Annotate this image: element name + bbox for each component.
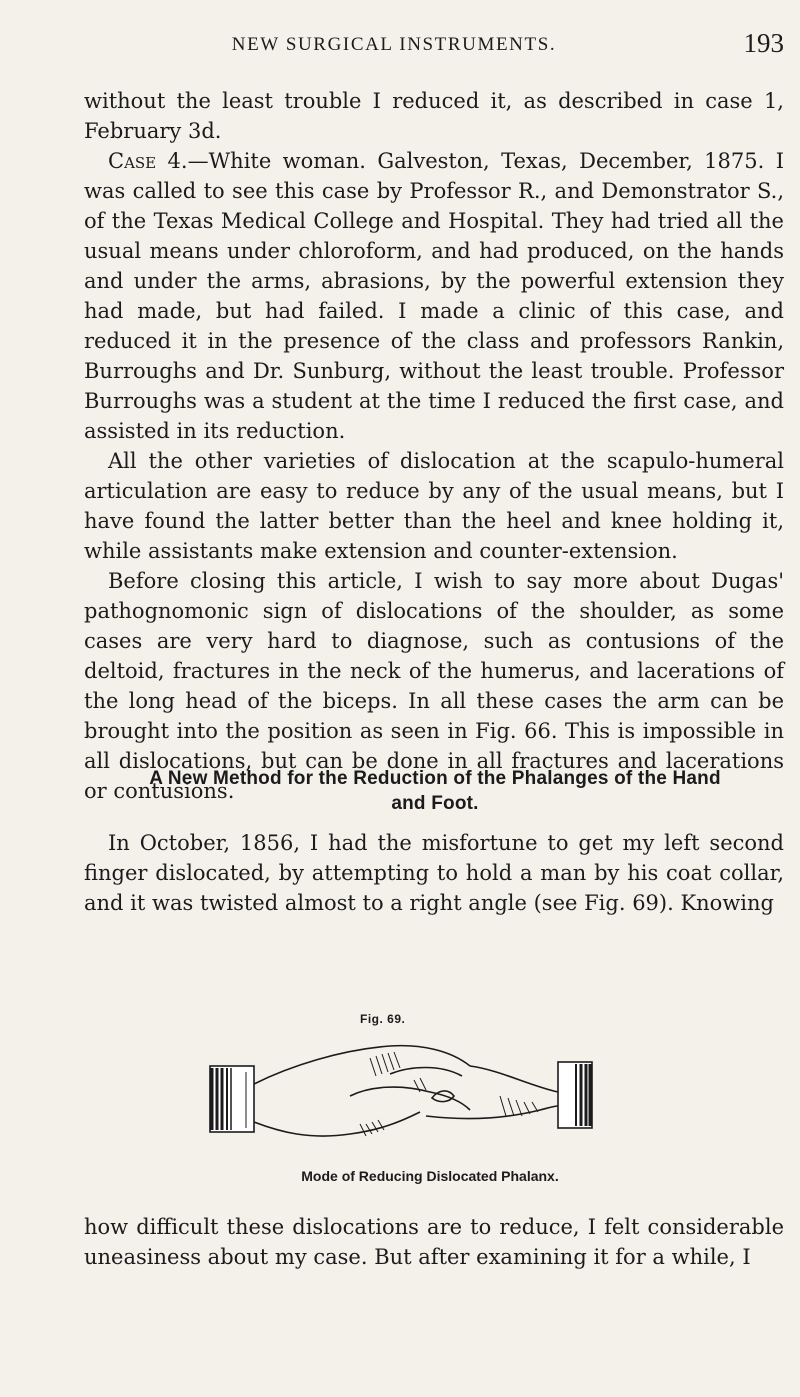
figure-illustration [200, 1036, 600, 1146]
paragraph-continued: how difficult these dislocations are to reduce, I felt considerable uneasiness about my case. But after examining it for a while, I [84, 1215, 784, 1269]
case-label: Case [108, 149, 157, 173]
paragraph-dugas-sign: Before closing this article, I wish to say more about Dugas' pathognomonic sign of dislocations of the shoulder, as some cases are very hard to diagnose, such as contusions of the deltoid, fractures in the neck of the humerus, and lacerations of the long head of the biceps. In all these cases the arm can be brought into the position as seen in Fig. 66. This is impossible in all dislocations, but can be done in all fractures and lacerations or contusions. [84, 569, 784, 803]
right-thumb [390, 1068, 462, 1077]
paragraph-continuation: without the least trouble I reduced it, as described in case 1, February 3d. [84, 89, 784, 143]
section-heading [100, 766, 770, 816]
section-heading-line-1: A New Method for the Reduction of the Phalanges of the Hand [149, 768, 721, 789]
section-heading-line-2: and Foot. [391, 793, 479, 814]
paragraph-finger-dislocated: In October, 1856, I had the misfortune to get my left second finger dislocated, by attempting to hold a man by his coat collar, and it was twisted almost to a right angle (see Fig. 69). Knowing [84, 831, 784, 915]
left-hand-palm [254, 1112, 420, 1136]
right-hand-back [470, 1066, 558, 1092]
figure-label: Fig. 69. [360, 1012, 406, 1026]
running-title: NEW SURGICAL INSTRUMENTS. [231, 34, 557, 55]
page-number: 193 [743, 28, 784, 58]
case-4-text: 4.—White woman. Galveston, Texas, December, 1875. I was called to see this case by Professor R., and Demonstrator S., of the Texas Medical College and Hospital. They had tried all the usual means under chloroform, and had produced, on the hands and under the arms, abrasions, by the powerful extension they had made, but had failed. I made a clinic of this case, and reduced it in the presence of the class and professors Rankin, Burroughs and Dr. Sunburg, without the least trouble. Professor Burroughs was a student at the time I reduced the first case, and assisted in its reduction. [84, 149, 784, 443]
figure-caption: Mode of Reducing Dislocated Phalanx. [301, 1168, 559, 1184]
paragraph-case-4 [84, 146, 784, 446]
figure-shading [360, 1052, 538, 1136]
right-hand-palm [426, 1106, 558, 1118]
paragraph-other-varieties: All the other varieties of dislocation at the scapulo-humeral articulation are easy to reduce by any of the usual means, but I have found the latter better than the heel and knee holding it, while assistants make extension and counter-extension. [84, 449, 784, 563]
left-hand-back [254, 1046, 470, 1084]
running-head [84, 28, 784, 58]
